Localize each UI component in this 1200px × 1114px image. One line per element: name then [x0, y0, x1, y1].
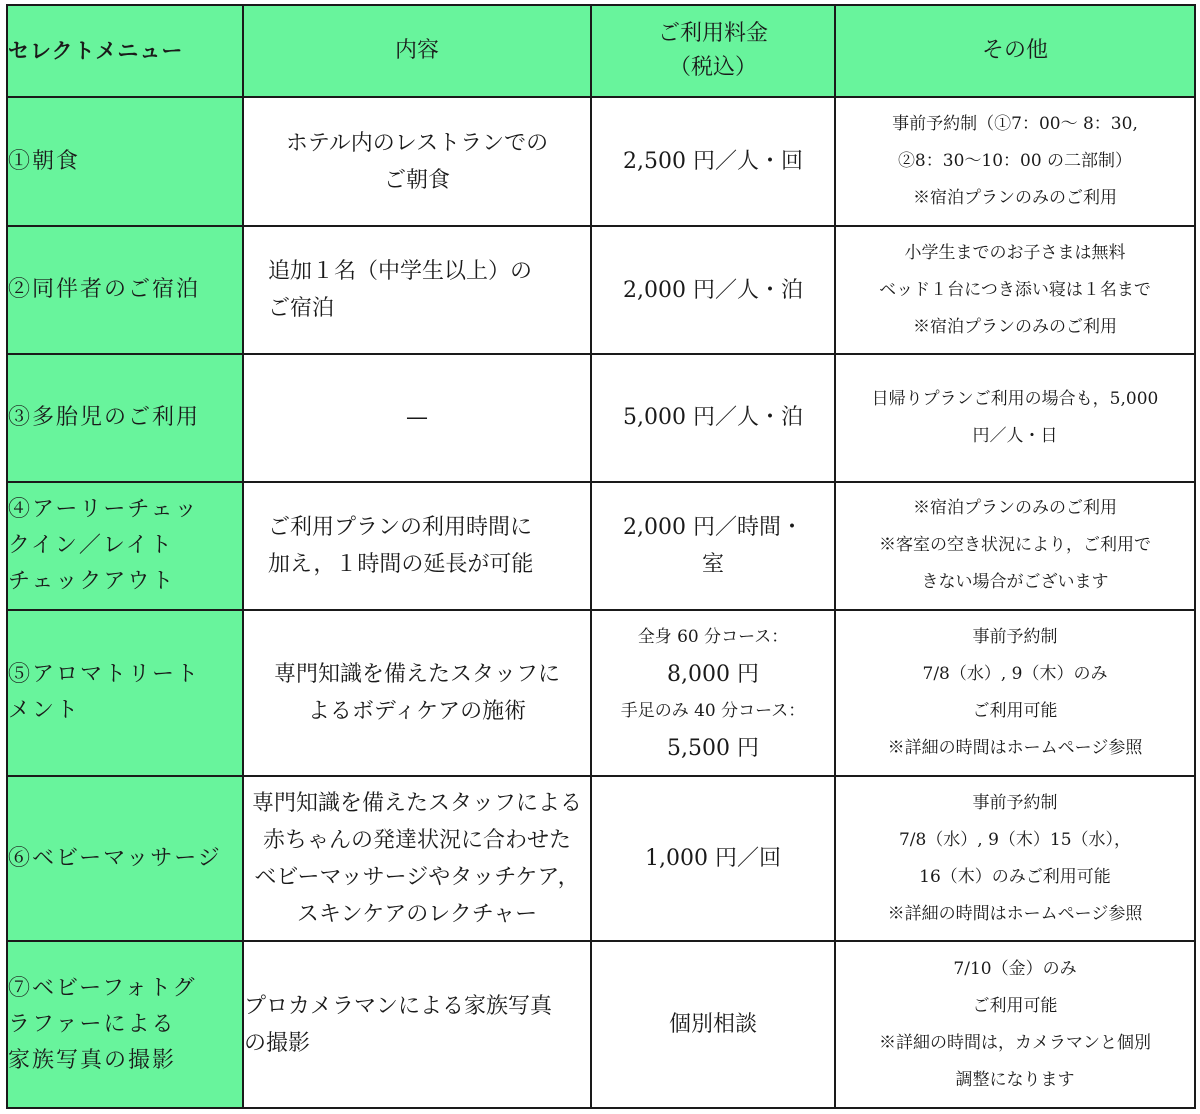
menu-content: 専門知識を備えたスタッフに よるボディケアの施術 — [243, 610, 591, 776]
menu-other: 日帰りプランご利用の場合も，5,000 円／人・日 — [835, 354, 1195, 481]
table-row — [7, 97, 1195, 225]
header-row — [7, 5, 1195, 97]
menu-content: 専門知識を備えたスタッフによる 赤ちゃんの発達状況に合わせた ベビーマッサージやタッチケア， スキンケアのレクチャー — [243, 776, 591, 942]
menu-price: 2,500 円／人・回 — [591, 97, 835, 225]
header-menu: セレクトメニュー — [7, 5, 243, 97]
table-row — [7, 941, 1195, 1108]
table-row — [7, 354, 1195, 481]
menu-other: 7/10（金）のみ ご利用可能 ※詳細の時間は，カメラマンと個別 調整になります — [835, 941, 1195, 1108]
select-menu-table — [6, 4, 1196, 1109]
menu-name: ⑤アロマトリート メント — [7, 610, 243, 776]
menu-content: ご利用プランの利用時間に 加え，１時間の延長が可能 — [243, 482, 591, 610]
header-content: 内容 — [243, 5, 591, 97]
header-price — [591, 5, 835, 97]
menu-content: — — [243, 354, 591, 481]
menu-price: 個別相談 — [591, 941, 835, 1108]
table-row — [7, 226, 1195, 354]
table-row — [7, 610, 1195, 776]
menu-content: ホテル内のレストランでの ご朝食 — [243, 97, 591, 225]
header-price-line1: ご利用料金 — [657, 21, 768, 47]
menu-content: 追加１名（中学生以上）の ご宿泊 — [243, 226, 591, 354]
menu-price: 全身 60 分コース： 8,000 円 手足のみ 40 分コース： 5,500 円 — [591, 610, 835, 776]
header-price-line2: （税込） — [668, 55, 757, 81]
menu-other: 事前予約制 7/8（水）, 9（木）のみ ご利用可能 ※詳細の時間はホームページ参照 — [835, 610, 1195, 776]
menu-name: ①朝食 — [7, 97, 243, 225]
menu-other: ※宿泊プランのみのご利用 ※客室の空き状況により，ご利用で きない場合がございます — [835, 482, 1195, 610]
menu-other: 小学生までのお子さまは無料 ベッド１台につき添い寝は１名まで ※宿泊プランのみのご利用 — [835, 226, 1195, 354]
menu-price: 2,000 円／人・泊 — [591, 226, 835, 354]
menu-price: 5,000 円／人・泊 — [591, 354, 835, 481]
menu-name: ⑥ベビーマッサージ — [7, 776, 243, 942]
table-row — [7, 482, 1195, 610]
menu-name: ③多胎児のご利用 — [7, 354, 243, 481]
menu-name: ④アーリーチェッ クイン／レイト チェックアウト — [7, 482, 243, 610]
header-other: その他 — [835, 5, 1195, 97]
menu-price: 1,000 円／回 — [591, 776, 835, 942]
menu-other: 事前予約制（①7：00～ 8：30, ②8：30～10：00 の二部制） ※宿泊プランのみのご利用 — [835, 97, 1195, 225]
menu-other: 事前予約制 7/8（水）, 9（木）15（水）， 16（木）のみご利用可能 ※詳細の時間はホームページ参照 — [835, 776, 1195, 942]
menu-price: 2,000 円／時間・ 室 — [591, 482, 835, 610]
menu-content: プロカメラマンによる家族写真 の撮影 — [243, 941, 591, 1108]
menu-name: ②同伴者のご宿泊 — [7, 226, 243, 354]
menu-name: ⑦ベビーフォトグ ラファーによる 家族写真の撮影 — [7, 941, 243, 1108]
table-row — [7, 776, 1195, 942]
